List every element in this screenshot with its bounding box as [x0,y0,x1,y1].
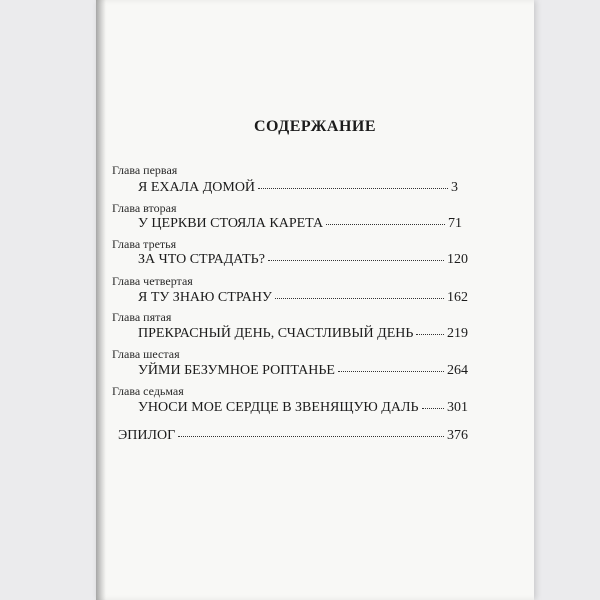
toc-title: СОДЕРЖАНИЕ [253,118,377,135]
chapter-label: Глава вторая [112,201,177,215]
toc-entry-title: Я ЕХАЛА ДОМОЙ [138,180,256,195]
toc-entry[interactable] [138,180,458,196]
toc-entry-title: УЙМИ БЕЗУМНОЕ РОПТАНЬЕ [138,363,335,378]
toc-entry[interactable] [138,252,468,268]
toc-entry-page: 376 [447,428,468,443]
toc-leader-dots [268,260,444,261]
toc-entry-page: 120 [447,252,468,267]
toc-entry-page: 162 [447,290,468,305]
toc-entry-page: 219 [447,326,468,341]
toc-entry-title: УНОСИ МОЕ СЕРДЦЕ В ЗВЕНЯЩУЮ ДАЛЬ [138,400,419,415]
toc-entry-title: ПРЕКРАСНЫЙ ДЕНЬ, СЧАСТЛИВЫЙ ДЕНЬ [138,326,414,341]
toc-entry-page: 301 [447,400,468,415]
toc-leader-dots [326,224,445,225]
chapter-label: Глава седьмая [112,384,184,398]
toc-leader-dots [258,188,448,189]
toc-entry-title: ЗА ЧТО СТРАДАТЬ? [138,252,265,267]
chapter-label: Глава четвертая [112,274,193,288]
toc-entry-title: У ЦЕРКВИ СТОЯЛА КАРЕТА [138,216,324,231]
toc-entry-epilogue[interactable] [118,428,468,444]
toc-leader-dots [416,334,444,335]
toc-entry[interactable] [138,400,468,416]
chapter-label: Глава шестая [112,347,180,361]
chapter-label: Глава первая [112,163,178,177]
toc-entry-title: ЭПИЛОГ [118,428,176,443]
chapter-label: Глава пятая [112,310,172,324]
toc-entry-page: 3 [451,180,458,195]
toc-entry[interactable] [138,216,462,232]
toc-entry[interactable] [138,363,468,379]
toc-leader-dots [275,298,444,299]
toc-entry-page: 71 [448,216,462,231]
toc-leader-dots [338,371,444,372]
toc-leader-dots [422,408,444,409]
toc-entry[interactable] [138,290,468,306]
page-gutter-shadow [96,0,106,600]
toc-entry-page: 264 [447,363,468,378]
toc-entry-title: Я ТУ ЗНАЮ СТРАНУ [138,290,272,305]
toc-leader-dots [178,436,444,437]
toc-entry[interactable] [138,326,468,342]
chapter-label: Глава третья [112,237,177,251]
